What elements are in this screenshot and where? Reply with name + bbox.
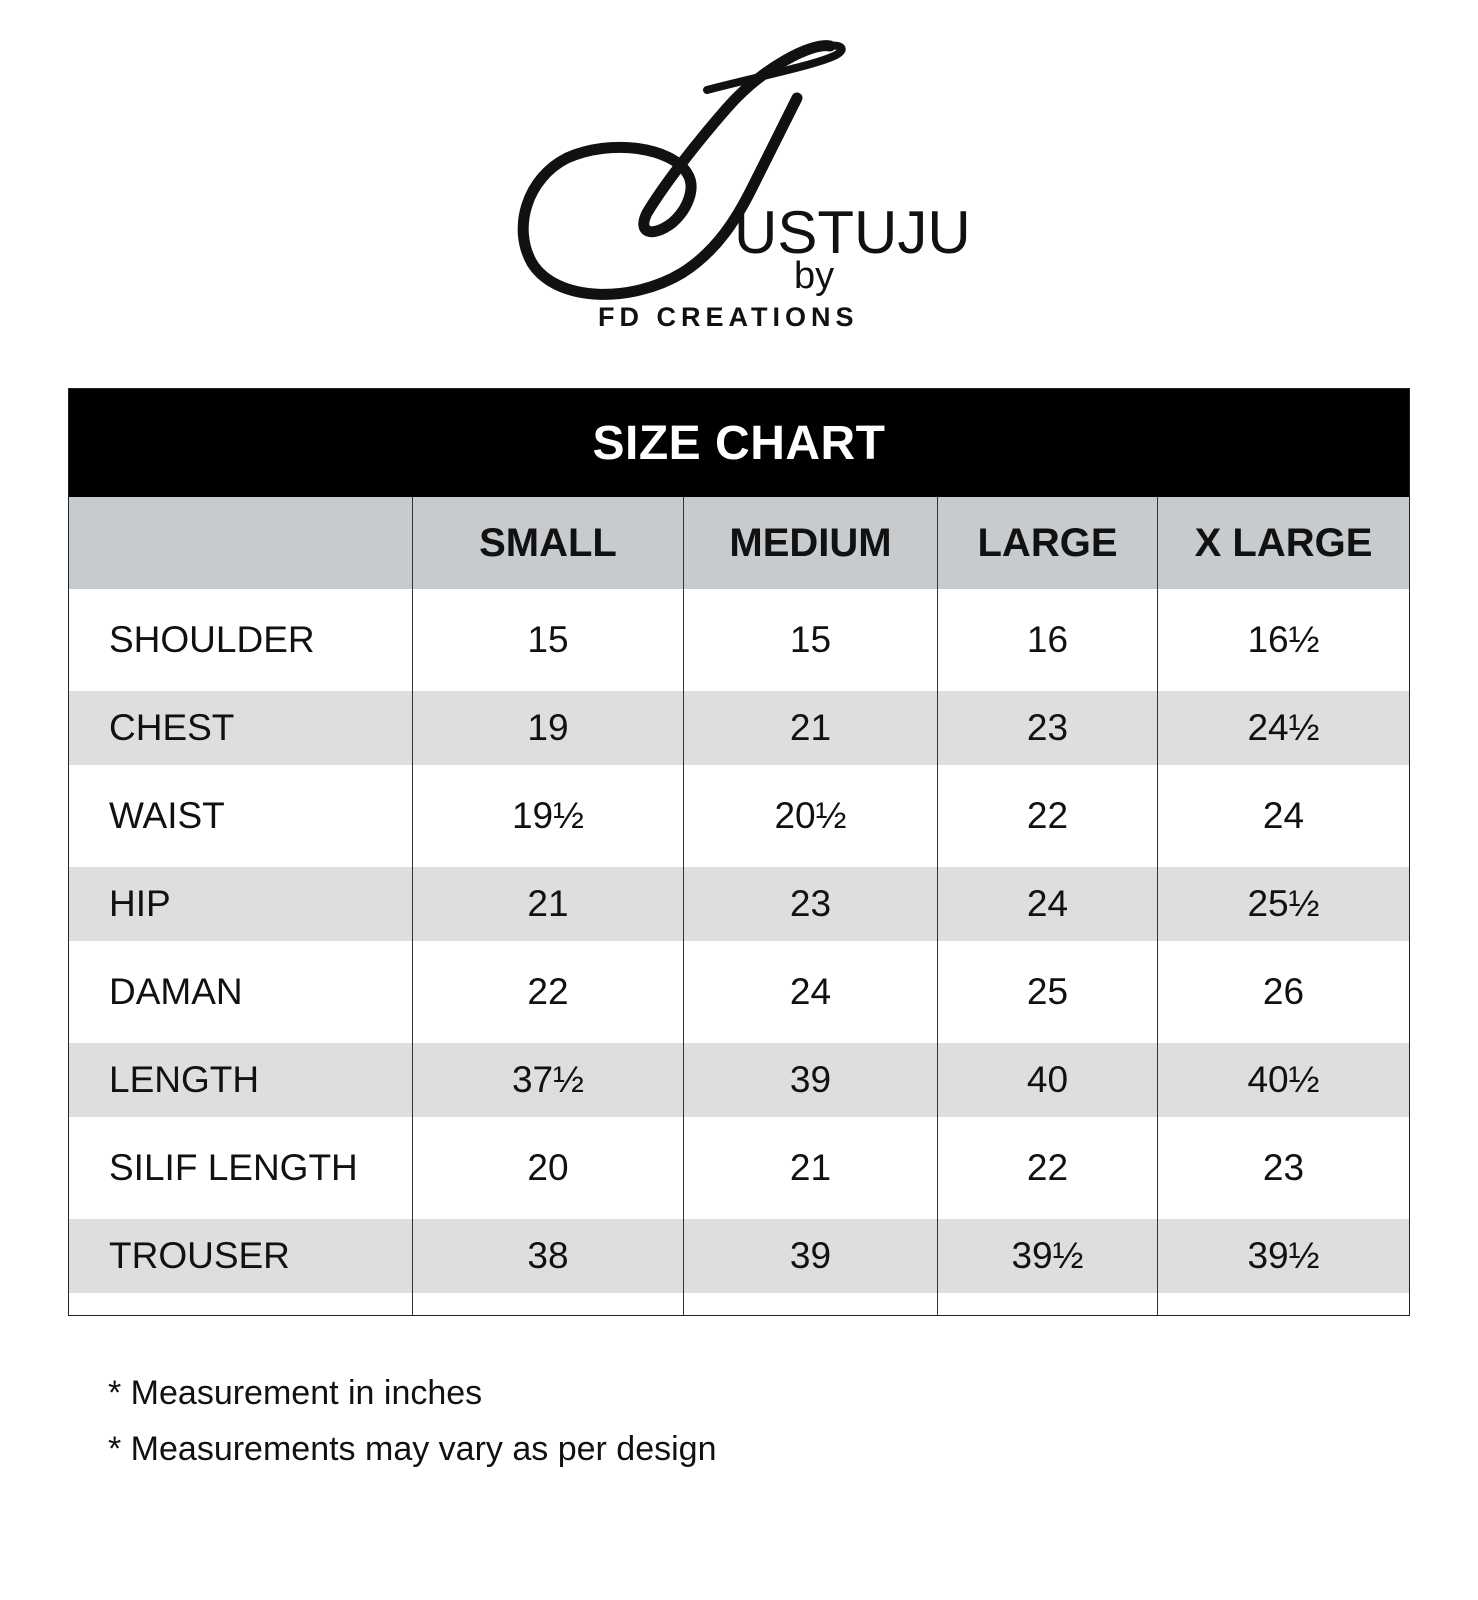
size-chart-table (68, 388, 1410, 1316)
header-cell-large: LARGE (937, 497, 1157, 589)
value-cell: 25 (937, 941, 1157, 1043)
table-row (69, 941, 1409, 1043)
header-cell-medium: MEDIUM (683, 497, 937, 589)
spacer-cell (1157, 1293, 1409, 1315)
brand-subtitle: FD CREATIONS (598, 302, 859, 332)
spacer-cell (683, 1293, 937, 1315)
table-row (69, 867, 1409, 941)
value-cell: 38 (412, 1219, 683, 1293)
value-cell: 21 (683, 1117, 937, 1219)
value-cell: 39½ (937, 1219, 1157, 1293)
value-cell: 26 (1157, 941, 1409, 1043)
value-cell: 15 (683, 589, 937, 691)
value-cell: 19½ (412, 765, 683, 867)
value-cell: 23 (683, 867, 937, 941)
header-cell-label (69, 497, 412, 589)
row-label: SHOULDER (109, 619, 315, 660)
brand-name-rest: USTUJU (734, 199, 971, 266)
table-header-row (69, 497, 1409, 589)
value-cell: 24 (937, 867, 1157, 941)
row-label: DAMAN (109, 971, 243, 1012)
value-cell: 15 (412, 589, 683, 691)
value-cell: 37½ (412, 1043, 683, 1117)
brand-by: by (794, 255, 835, 297)
value-cell: 20 (412, 1117, 683, 1219)
table-row (69, 765, 1409, 867)
header-cell-xlarge: X LARGE (1157, 497, 1409, 589)
table-row (69, 1117, 1409, 1219)
spacer-cell (69, 1293, 412, 1315)
value-cell: 22 (412, 941, 683, 1043)
table-row (69, 691, 1409, 765)
size-chart-title: SIZE CHART (69, 389, 1409, 497)
value-cell: 39½ (1157, 1219, 1409, 1293)
value-cell: 23 (1157, 1117, 1409, 1219)
row-label: TROUSER (109, 1235, 290, 1276)
brand-logo (512, 38, 971, 338)
value-cell: 16½ (1157, 589, 1409, 691)
value-cell: 21 (683, 691, 937, 765)
value-cell: 19 (412, 691, 683, 765)
value-cell: 20½ (683, 765, 937, 867)
value-cell: 24 (683, 941, 937, 1043)
row-label: WAIST (109, 795, 225, 836)
row-label: LENGTH (109, 1059, 260, 1100)
table-bottom-spacer (69, 1293, 1409, 1315)
value-cell: 22 (937, 765, 1157, 867)
value-cell: 24½ (1157, 691, 1409, 765)
spacer-cell (412, 1293, 683, 1315)
table-row (69, 1219, 1409, 1293)
footnote-variation: * Measurements may vary as per design (108, 1430, 717, 1468)
footnotes (108, 1365, 716, 1477)
row-label: CHEST (109, 707, 235, 748)
row-label: SILIF LENGTH (109, 1147, 358, 1188)
value-cell: 40½ (1157, 1043, 1409, 1117)
brand-logo-graphic (512, 38, 971, 338)
table-row (69, 1043, 1409, 1117)
spacer-cell (937, 1293, 1157, 1315)
value-cell: 23 (937, 691, 1157, 765)
value-cell: 16 (937, 589, 1157, 691)
header-cell-small: SMALL (412, 497, 683, 589)
value-cell: 25½ (1157, 867, 1409, 941)
value-cell: 21 (412, 867, 683, 941)
value-cell: 24 (1157, 765, 1409, 867)
value-cell: 40 (937, 1043, 1157, 1117)
row-label: HIP (109, 883, 171, 924)
value-cell: 39 (683, 1219, 937, 1293)
value-cell: 39 (683, 1043, 937, 1117)
table-row (69, 589, 1409, 691)
footnote-units: * Measurement in inches (108, 1374, 483, 1412)
value-cell: 22 (937, 1117, 1157, 1219)
